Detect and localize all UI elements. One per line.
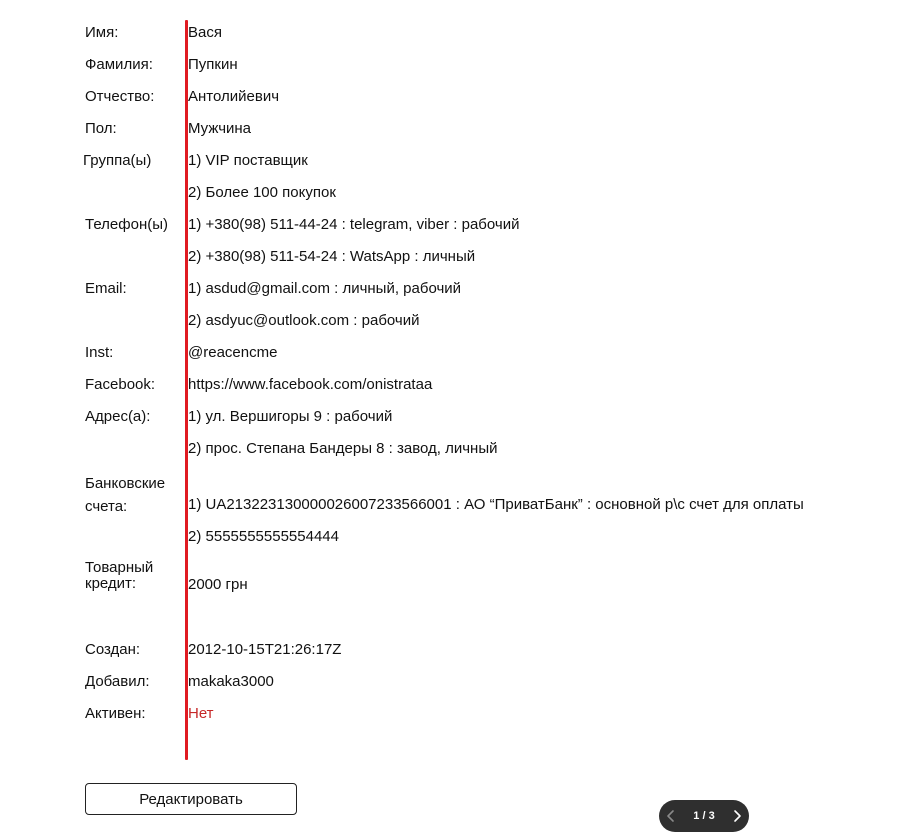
first-name-value: Вася — [188, 24, 222, 41]
patronymic-value: Антолийевич — [188, 88, 280, 105]
phones-label: Телефон(ы) — [85, 216, 168, 233]
created-label: Создан: — [85, 641, 141, 658]
chevron-right-icon[interactable] — [729, 808, 745, 824]
address-item: 1) ул. Вершигоры 9 : рабочий — [188, 408, 393, 425]
bank-account-item: 1) UA213223130000026007233566001 : АО “ПриватБанк” : основной р\с счет для оплаты — [188, 496, 804, 513]
group-item: 2) Более 100 покупок — [188, 184, 336, 201]
group-item: 1) VIP поставщик — [188, 152, 308, 169]
last-name-label: Фамилия: — [85, 56, 153, 73]
active-label: Активен: — [85, 705, 146, 722]
instagram-label: Inst: — [85, 344, 114, 361]
first-name-label: Имя: — [85, 24, 119, 41]
addresses-label: Адрес(а): — [85, 408, 151, 425]
active-status-value: Нет — [188, 705, 214, 722]
email-item: 2) asdyuc@outlook.com : рабочий — [188, 312, 420, 329]
added-by-value: makaka3000 — [188, 673, 274, 690]
added-by-label: Добавил: — [85, 673, 150, 690]
phone-item: 2) +380(98) 511-54-24 : WatsApp : личный — [188, 248, 476, 265]
email-item: 1) asdud@gmail.com : личный, рабочий — [188, 280, 462, 297]
bank-accounts-label: Банковские счета: — [85, 475, 166, 515]
page-indicator: 1 / 3 — [693, 810, 715, 822]
credit-value: 2000 грн — [188, 576, 248, 593]
edit-button[interactable]: Редактировать — [85, 783, 297, 815]
address-item: 2) прос. Степана Бандеры 8 : завод, личный — [188, 440, 498, 457]
patronymic-label: Отчество: — [85, 88, 155, 105]
last-name-value: Пупкин — [188, 56, 238, 73]
gender-value: Мужчина — [188, 120, 252, 137]
instagram-value: @reacencme — [188, 344, 278, 361]
phone-item: 1) +380(98) 511-44-24 : telegram, viber : рабочий — [188, 216, 520, 233]
created-value: 2012-10-15T21:26:17Z — [188, 641, 342, 658]
gender-label: Пол: — [85, 120, 117, 137]
bank-account-item: 2) 5555555555554444 — [188, 528, 339, 545]
facebook-label: Facebook: — [85, 376, 156, 393]
facebook-value: https://www.facebook.com/onistrataa — [188, 376, 433, 393]
vertical-divider — [185, 20, 188, 760]
groups-label: Группа(ы) — [83, 152, 152, 169]
credit-label: Товарный кредит: — [85, 559, 154, 592]
email-label: Email: — [85, 280, 127, 297]
pagination-control — [659, 800, 749, 832]
